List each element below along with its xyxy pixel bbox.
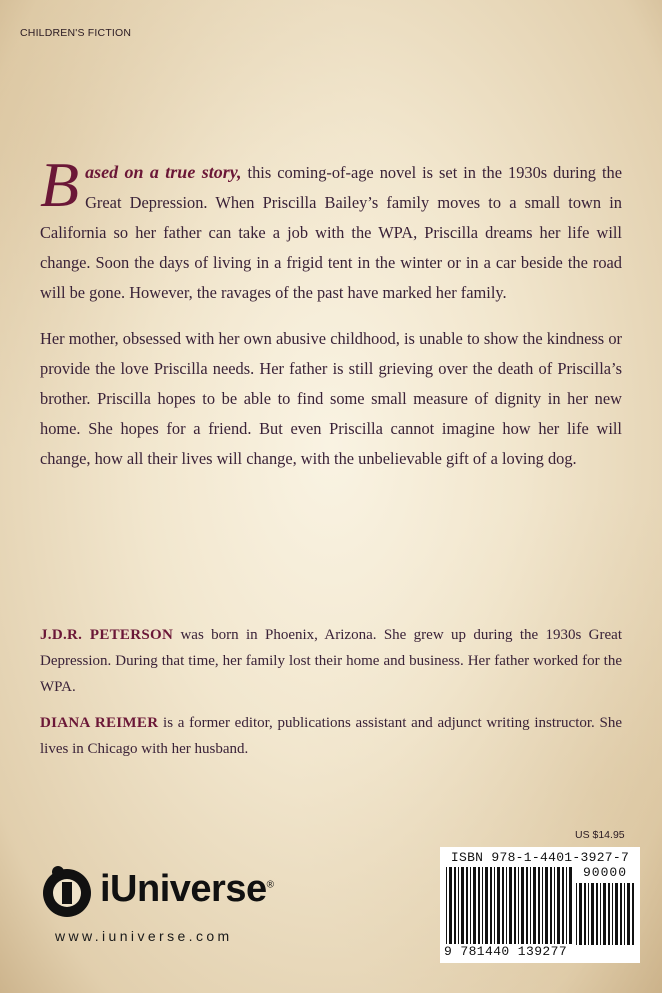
author-bio [40,622,622,700]
illustrator-bio [40,710,622,762]
author-bios [40,622,622,772]
publisher-logo [40,860,310,920]
illustrator-bio-text: is a former editor, publications assistant and adjunct writing instructor. She lives in Chicago with her husband. [40,715,622,757]
publisher-name: iUniverse® [100,868,274,910]
blurb-lead: ased on a true story, [85,162,242,182]
isbn-barcode [440,847,640,963]
iuniverse-logo-icon [40,860,96,920]
author-name: J.D.R. PETERSON [40,627,174,643]
genre-label: CHILDREN'S FICTION [20,27,132,39]
price-addon-digits: 90000 [582,865,627,880]
registered-mark: ® [266,879,274,891]
isbn-number: ISBN 978-1-4401-3927-7 [450,850,630,865]
book-blurb [40,149,622,490]
addon-barcode-bars [576,883,634,945]
price-label: US $14.95 [575,829,625,841]
blurb-paragraph-1 [40,149,622,308]
blurb-paragraph-1-text: this coming-of-age novel is set in the 1930s during the Great Depression. When Priscilla Bailey’s family moves to a small town in California so her father can take a job with the WPA, Priscilla dreams her life will change. Soon the days of living in a frigid tent in the winter or in a car beside the road will be gone. However, the ravages of the past have marked her family. [40,163,622,302]
publisher-url: www.iuniverse.com [55,928,233,944]
blurb-paragraph-2: Her mother, obsessed with her own abusive childhood, is unable to show the kindness or provide the love Priscilla needs. Her father is still grieving over the death of Priscilla’s brother. Priscilla hopes to be able to find some small measure of dignity in her new home. She hopes for a friend. But even Priscilla cannot imagine how her life will change, how all their lives will change, with the unbelievable gift of a loving dog. [40,329,622,468]
illustrator-name: DIANA REIMER [40,715,159,731]
author-bio-text: was born in Phoenix, Arizona. She grew up during the 1930s Great Depression. During that time, her family lost their home and business. Her father worked for the WPA. [40,627,622,695]
drop-cap: B [40,149,80,220]
ean-digits: 9 781440 139277 [444,944,574,959]
ean-barcode-bars [446,867,572,945]
